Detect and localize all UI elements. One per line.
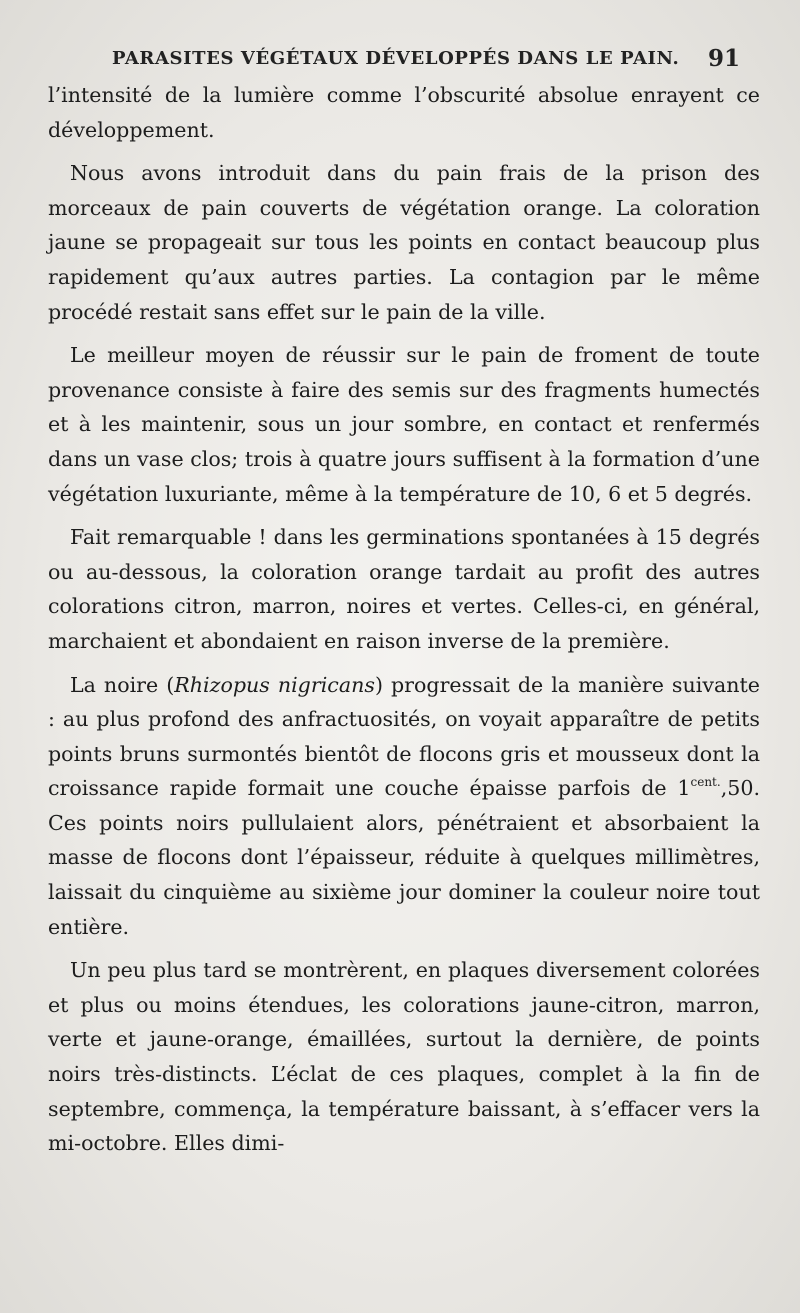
running-head (112, 38, 740, 78)
unit-superscript: cent. (690, 775, 721, 790)
paragraph-5-before: La noire ( (70, 672, 175, 697)
page-number: 91 (707, 44, 740, 72)
paragraph-1: l’intensité de la lumière comme l’obscurité absolue enrayent ce développement. (48, 83, 760, 142)
paragraph-6: Un peu plus tard se montrèrent, en plaques diversement colorées et plus ou moins étendues, les colorations jaune-citron, marron, verte et jaune-orange, émaillées, surtout la dernière, de points noirs très-distincts. L’éclat de ces plaques, complet à la fin de septembre, commença, la température baissant, à s’effacer vers la mi-octobre. Elles dimi- (48, 958, 760, 1156)
paragraph-3: Le meilleur moyen de réussir sur le pain de froment de toute provenance consiste à faire des semis sur des fragments humectés et à les maintenir, sous un jour sombre, en contact et renfermés dans un vase clos; trois à quatre jours suffisent à la formation d’une végétation luxuriante, même à la température de 10, 6 et 5 degrés. (48, 343, 760, 506)
paragraph-2: Nous avons introduit dans du pain frais de la prison des morceaux de pain couverts de végétation orange. La coloration jaune se propageait sur tous les points en contact beaucoup plus rapidement qu’aux autres parties. La contagion par le même procédé restait sans effet sur le pain de la ville. (48, 161, 760, 324)
running-title: PARASITES VÉGÉTAUX DÉVELOPPÉS DANS LE PAIN. (112, 47, 680, 69)
paragraph-5-middle: ) progressait de la manière suivante : au plus profond des anfractuosités, on voyait apparaître de petits points bruns surmontés bientôt de flocons gris et mousseux dont la croissance rapide formait une couche épaisse parfois de 1 (48, 672, 760, 801)
paragraph-5 (48, 668, 760, 945)
body-text (48, 78, 760, 1170)
paragraph-4: Fait remarquable ! dans les germinations spontanées à 15 degrés ou au-dessous, la coloration orange tardait au profit des autres colorations citron, marron, noires et vertes. Celles-ci, en général, marchaient et abondaient en raison inverse de la première. (48, 525, 760, 653)
species-name: Rhizopus nigricans (174, 672, 375, 697)
paragraph-5-end: ,50. Ces points noirs pullulaient alors, pénétraient et absorbaient la masse de flocons dont l’épaisseur, réduite à quelques millimètres, laissait du cinquième au sixième jour dominer la couleur noire tout entière. (48, 776, 760, 939)
